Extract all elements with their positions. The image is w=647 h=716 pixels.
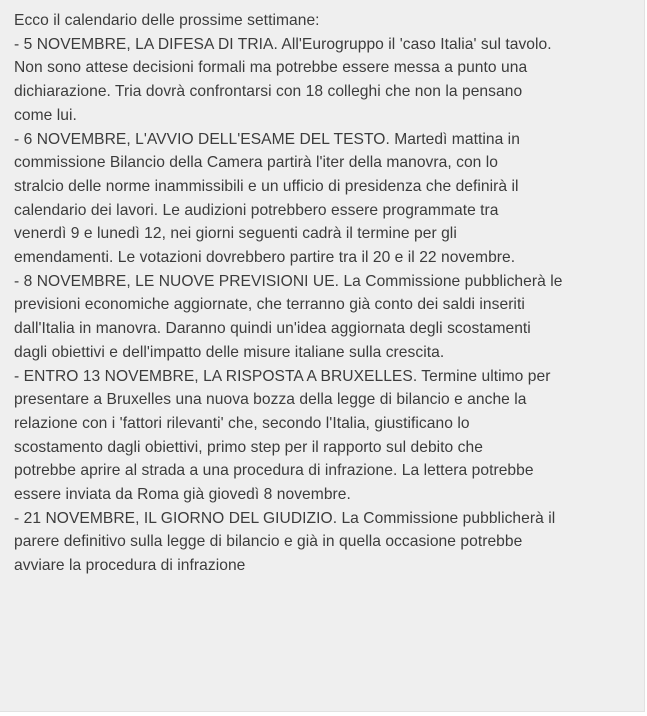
text-line: avviare la procedura di infrazione bbox=[14, 557, 246, 575]
text-line: relazione con i 'fattori rilevanti' che, secondo l'Italia, giustificano lo bbox=[14, 414, 470, 432]
text-line: come lui. bbox=[14, 106, 77, 124]
text-line: presentare a Bruxelles una nuova bozza della legge di bilancio e anche la bbox=[14, 391, 527, 409]
text-line: parere definitivo sulla legge di bilancio e già in quella occasione potrebbe bbox=[14, 533, 523, 551]
item-8-novembre-line: - 8 NOVEMBRE, LE NUOVE PREVISIONI UE. La Commissione pubblicherà le bbox=[14, 272, 563, 290]
text-line: emendamenti. Le votazioni dovrebbero partire tra il 20 e il 22 novembre. bbox=[14, 249, 516, 267]
text-line: Non sono attese decisioni formali ma potrebbe essere messa a punto una bbox=[14, 59, 528, 77]
intro-line: Ecco il calendario delle prossime settimane: bbox=[14, 12, 320, 29]
text-line: essere inviata da Roma già giovedì 8 novembre. bbox=[14, 486, 351, 504]
item-13-novembre-line: - ENTRO 13 NOVEMBRE, LA RISPOSTA A BRUXELLES. Termine ultimo per bbox=[14, 367, 551, 385]
text-line: calendario dei lavori. Le audizioni potrebbero essere programmate tra bbox=[14, 201, 499, 219]
item-21-novembre-line: - 21 NOVEMBRE, IL GIORNO DEL GIUDIZIO. La Commissione pubblicherà il bbox=[14, 509, 556, 527]
text-line: dichiarazione. Tria dovrà confrontarsi con 18 colleghi che non la pensano bbox=[14, 83, 523, 101]
text-line: potrebbe aprire al strada a una procedura di infrazione. La lettera potrebbe bbox=[14, 462, 534, 480]
item-6-novembre-line: - 6 NOVEMBRE, L'AVVIO DELL'ESAME DEL TESTO. Martedì mattina in bbox=[14, 130, 520, 148]
text-line: stralcio delle norme inammissibili e un ufficio di presidenza che definirà il bbox=[14, 177, 519, 195]
text-line: previsioni economiche aggiornate, che terranno già conto dei saldi inseriti bbox=[14, 296, 525, 314]
text-line: scostamento dagli obiettivi, primo step per il rapporto sul debito che bbox=[14, 438, 483, 456]
item-5-novembre-line: - 5 NOVEMBRE, LA DIFESA DI TRIA. All'Eurogruppo il 'caso Italia' sul tavolo. bbox=[14, 35, 552, 53]
text-line: commissione Bilancio della Camera partirà l'iter della manovra, con lo bbox=[14, 154, 499, 172]
text-line: dall'Italia in manovra. Daranno quindi un'idea aggiornata degli scostamenti bbox=[14, 320, 531, 338]
text-line: dagli obiettivi e dell'impatto delle misure italiane sulla crescita. bbox=[14, 343, 445, 361]
text-line: venerdì 9 e lunedì 12, nei giorni seguenti cadrà il termine per gli bbox=[14, 225, 457, 243]
